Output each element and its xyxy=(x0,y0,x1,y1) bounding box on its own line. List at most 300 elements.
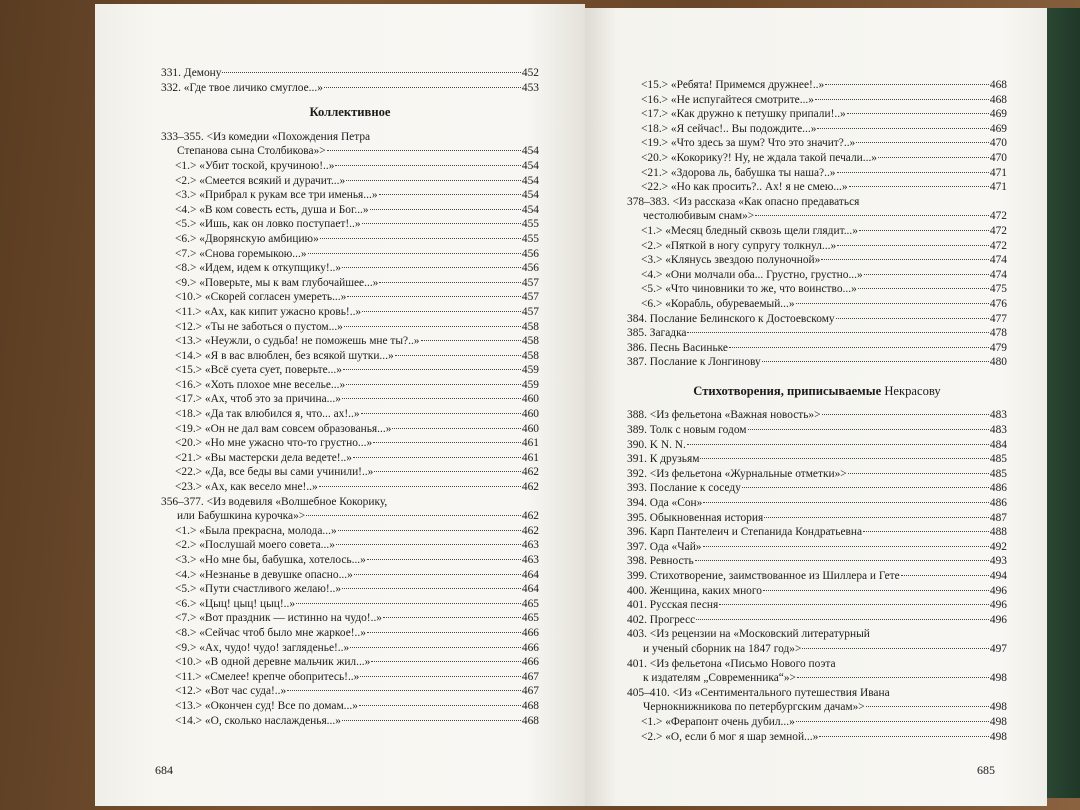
dot-leader xyxy=(350,647,521,648)
toc-entry xyxy=(161,582,539,597)
block-kokoriku xyxy=(161,495,539,729)
dot-leader xyxy=(421,340,521,341)
toc-entry xyxy=(161,81,539,96)
entry-title: <11.> «Смелее! крепче обопритесь!..» xyxy=(175,670,360,683)
toc-entry xyxy=(627,496,1007,511)
entry-title: <4.> «Незнанье в девушке опасно...» xyxy=(175,568,353,581)
dot-leader xyxy=(367,632,521,633)
toc-entry xyxy=(161,480,539,495)
dot-leader xyxy=(878,157,989,158)
dot-leader xyxy=(336,544,521,545)
entry-title: <18.> «Да так влюбился я, что... ах!..» xyxy=(175,408,360,421)
entry-title: <14.> «О, сколько наслажденья...» xyxy=(175,714,341,727)
entry-title: <21.> «Вы мастерски дела ведете!..» xyxy=(175,451,352,464)
toc-entry xyxy=(161,670,539,685)
toc-entry: или Бабушкина курочка»> 462 xyxy=(177,510,539,523)
entry-title: 399. Стихотворение, заимствованное из Шиллера и Гете xyxy=(627,570,900,582)
entry-page: 494 xyxy=(989,570,1007,582)
entry-title: <6.> «Дворянскую амбицию» xyxy=(175,232,319,245)
dot-leader xyxy=(848,473,989,474)
entry-page: 470 xyxy=(989,151,1007,164)
dot-leader xyxy=(392,428,520,429)
entry-page: 486 xyxy=(989,482,1007,495)
entry-page: 454 xyxy=(521,159,539,172)
entry-page: 498 xyxy=(989,730,1007,743)
block-items xyxy=(161,159,539,495)
block-items xyxy=(627,715,1007,744)
entry-page: 472 xyxy=(989,239,1007,252)
entry-page: 468 xyxy=(989,79,1007,91)
dot-leader xyxy=(370,209,521,210)
entry-page: 496 xyxy=(989,584,1007,597)
entry-page: 485 xyxy=(989,467,1007,480)
dot-leader xyxy=(374,471,521,472)
dot-leader xyxy=(695,560,989,561)
dot-leader xyxy=(287,690,521,691)
dot-leader xyxy=(346,384,521,385)
entry-page: 452 xyxy=(521,67,539,79)
toc-entry xyxy=(627,540,1007,555)
dot-leader xyxy=(837,172,989,173)
entry-page: 466 xyxy=(521,641,539,654)
toc-entry: к издателям „Современника“»> 498 xyxy=(643,672,1007,685)
dot-leader xyxy=(367,559,521,560)
entry-title: <4.> «Они молчали оба... Грустно, грустно...» xyxy=(641,268,863,281)
entry-title: <18.> «Я сейчас!.. Вы подождите...» xyxy=(641,122,817,135)
entry-title: 385. Загадка xyxy=(627,327,687,340)
toc-entry xyxy=(627,312,1007,327)
toc-entry xyxy=(161,290,539,305)
entry-page: 464 xyxy=(521,568,539,581)
entry-title: 332. «Где твое личико смуглое...» xyxy=(161,81,323,94)
entry-page: 464 xyxy=(521,583,539,596)
entry-title: <4.> «В ком совесть есть, душа и Бог...» xyxy=(175,203,369,216)
toc-entry xyxy=(627,613,1007,628)
entry-page: 463 xyxy=(521,539,539,552)
dot-leader xyxy=(335,165,521,166)
entry-title: <5.> «Пути счастливого желаю!..» xyxy=(175,583,342,596)
entry-title: <16.> «Не испугайтеся смотрите...» xyxy=(641,93,814,106)
dot-leader xyxy=(296,603,521,604)
entry-title: <8.> «Идем, идем к откупщику!..» xyxy=(175,262,342,275)
entry-title: <1.> «Месяц бледный сквозь щели глядит...» xyxy=(641,224,858,237)
toc-entry xyxy=(627,268,1007,283)
dot-leader xyxy=(324,87,521,88)
toc-entry: и ученый сборник на 1847 год»> 497 xyxy=(643,642,1007,655)
toc-entry xyxy=(161,66,539,81)
entry-title: <22.> «Но как просить?.. Ах! я не смею...» xyxy=(641,181,848,194)
entry-title: <20.> «Но мне ужасно что-то грустно...» xyxy=(175,437,373,450)
entry-title: 331. Демону xyxy=(161,67,222,79)
entry-title: 398. Ревность xyxy=(627,555,694,568)
toc-entry xyxy=(161,232,539,247)
entry-page: 458 xyxy=(521,349,539,362)
entry-page: 457 xyxy=(521,291,539,304)
entry-page: 462 xyxy=(521,481,539,494)
entry-title: <2.> «О, если б мог я шар земной...» xyxy=(641,730,819,743)
dot-leader xyxy=(700,458,989,459)
entry-title: 394. Ода «Сон» xyxy=(627,497,703,510)
dot-leader xyxy=(748,429,989,430)
section-title-collective: Коллективное xyxy=(309,105,391,120)
toc-entry xyxy=(627,122,1007,137)
toc-entry xyxy=(161,641,539,656)
dot-leader xyxy=(763,590,989,591)
entry-title: <10.> «В одной деревне мальчик жил...» xyxy=(175,656,371,669)
entry-title: <1.> «Ферапонт очень дубил...» xyxy=(641,715,795,728)
toc-entry xyxy=(161,305,539,320)
toc-entry xyxy=(161,568,539,583)
dot-leader xyxy=(817,128,989,129)
entry-page: 469 xyxy=(989,122,1007,135)
entry-title: <11.> «Ах, как кипит ужасно кровь!..» xyxy=(175,305,362,318)
toc-entry xyxy=(627,166,1007,181)
entry-title: 388. <Из фельетона «Важная новость»> xyxy=(627,409,821,422)
toc-entry xyxy=(161,451,539,466)
toc-entry xyxy=(627,341,1007,356)
entry-title: <16.> «Хоть плохое мне веселье...» xyxy=(175,378,346,391)
entry-page: 456 xyxy=(521,247,539,260)
entry-page: 474 xyxy=(989,268,1007,281)
dot-leader xyxy=(703,502,989,503)
toc-entry xyxy=(627,554,1007,569)
dot-leader xyxy=(825,84,989,85)
toc-entry xyxy=(627,151,1007,166)
toc-entry xyxy=(161,655,539,670)
toc-entry xyxy=(627,253,1007,268)
dot-leader xyxy=(342,398,521,399)
continued-items xyxy=(627,78,1007,195)
dot-leader xyxy=(362,223,521,224)
entry-page: 488 xyxy=(989,526,1007,539)
entry-title: <3.> «Прибрал к рукам все три именья...» xyxy=(175,189,378,202)
toc-entry xyxy=(627,408,1007,423)
entry-title: <14.> «Я в вас влюблен, без всякой шутки...» xyxy=(175,349,394,362)
toc-entry xyxy=(627,730,1007,745)
entry-page: 466 xyxy=(521,626,539,639)
dot-leader xyxy=(687,332,988,333)
dot-leader xyxy=(320,238,521,239)
entry-page: 483 xyxy=(989,409,1007,422)
entry-title: <8.> «Сейчас чтоб было мне жаркое!..» xyxy=(175,626,366,639)
entry-title: 401. Русская песня xyxy=(627,599,719,612)
toc-entry xyxy=(627,467,1007,482)
toc-entry xyxy=(161,363,539,378)
toc-entry xyxy=(161,203,539,218)
entry-page: 459 xyxy=(521,378,539,391)
entry-page: 465 xyxy=(521,612,539,625)
poems-list xyxy=(627,312,1007,370)
dot-leader xyxy=(222,72,520,73)
dot-leader xyxy=(762,361,989,362)
dot-leader xyxy=(901,575,989,576)
entry-title: <10.> «Скорей согласен умереть...» xyxy=(175,291,347,304)
entry-page: 472 xyxy=(989,224,1007,237)
toc-entry xyxy=(627,511,1007,526)
entry-page: 468 xyxy=(989,93,1007,106)
entry-title: <13.> «Окончен суд! Все по домам...» xyxy=(175,699,358,712)
toc-entry xyxy=(627,136,1007,151)
toc-entry xyxy=(161,597,539,612)
entry-title: <13.> «Неужли, о судьба! не поможешь мне ты?..» xyxy=(175,335,420,348)
block-title-line: 378–383. <Из рассказа «Как опасно предаваться xyxy=(627,195,860,208)
toc-entry xyxy=(161,684,539,699)
entry-title: 402. Прогресс xyxy=(627,613,696,626)
toc-entry xyxy=(161,188,539,203)
entry-page: 483 xyxy=(989,424,1007,437)
dot-leader xyxy=(837,245,989,246)
toc-entry xyxy=(161,320,539,335)
dot-leader xyxy=(373,442,521,443)
dot-leader xyxy=(359,705,521,706)
entry-title: <21.> «Здорова ль, бабушка ты наша?..» xyxy=(641,166,836,179)
entry-page: 484 xyxy=(989,438,1007,451)
page-number: 684 xyxy=(155,763,173,778)
entry-title: 395. Обыкновенная история xyxy=(627,511,764,524)
toc-entry xyxy=(161,334,539,349)
entry-page: 459 xyxy=(521,364,539,377)
toc-entry xyxy=(161,465,539,480)
entry-title: 397. Ода «Чай» xyxy=(627,540,702,553)
toc-entry xyxy=(627,282,1007,297)
toc-entry xyxy=(161,422,539,437)
toc-entry xyxy=(161,261,539,276)
dot-leader xyxy=(696,619,989,620)
toc-entry xyxy=(627,584,1007,599)
toc-entry xyxy=(627,326,1007,341)
toc-entry xyxy=(627,239,1007,254)
dot-leader xyxy=(379,282,521,283)
entry-page: 457 xyxy=(521,276,539,289)
toc-entry xyxy=(627,93,1007,108)
entry-title: <9.> «Ах, чудо! чудо! загляденье!..» xyxy=(175,641,350,654)
toc-entry xyxy=(161,524,539,539)
right-page xyxy=(585,8,1047,806)
entry-title: <12.> «Ты не заботься о пустом...» xyxy=(175,320,343,333)
entry-page: 456 xyxy=(521,262,539,275)
dot-leader xyxy=(821,259,989,260)
toc-entry xyxy=(161,392,539,407)
block-items xyxy=(161,524,539,728)
entry-title: 384. Послание Белинского к Достоевскому xyxy=(627,312,835,325)
toc-entry xyxy=(161,159,539,174)
entry-title: <2.> «Смеется всякий и дурачит...» xyxy=(175,174,346,187)
entry-page: 458 xyxy=(521,335,539,348)
dot-leader xyxy=(836,318,989,319)
toc-entry xyxy=(161,378,539,393)
dot-leader xyxy=(344,326,521,327)
toc-entry: Чернокнижникова по петербургским дачам»> 498 xyxy=(643,701,1007,714)
entry-page: 454 xyxy=(521,174,539,187)
toc-entry xyxy=(627,715,1007,730)
entry-title: <7.> «Снова горемыкою...» xyxy=(175,247,307,260)
entry-page: 461 xyxy=(521,437,539,450)
entry-page: 493 xyxy=(989,555,1007,568)
toc-entry xyxy=(627,569,1007,584)
entry-page: 462 xyxy=(521,524,539,537)
entry-title: <2.> «Послушай моего совета...» xyxy=(175,539,335,552)
entry-page: 462 xyxy=(521,466,539,479)
dot-leader xyxy=(863,531,989,532)
entry-page: 498 xyxy=(989,715,1007,728)
toc-entry xyxy=(161,276,539,291)
toc-entry xyxy=(161,611,539,626)
entry-page: 466 xyxy=(521,656,539,669)
entry-page: 468 xyxy=(521,699,539,712)
dot-leader xyxy=(361,413,521,414)
dot-leader xyxy=(856,142,989,143)
dot-leader xyxy=(815,99,989,100)
dot-leader xyxy=(764,517,989,518)
entry-title: <12.> «Вот час суда!..» xyxy=(175,685,287,698)
entry-title: <15.> «Всё суета сует, поверьте...» xyxy=(175,364,342,377)
dot-leader xyxy=(703,546,989,547)
toc-entry xyxy=(627,355,1007,370)
entry-page: 486 xyxy=(989,497,1007,510)
dot-leader xyxy=(354,574,521,575)
toc-entry xyxy=(627,598,1007,613)
entry-title: <9.> «Поверьте, мы к вам глубочайшее...» xyxy=(175,276,379,289)
toc-entry xyxy=(161,626,539,641)
block-items xyxy=(627,224,1007,312)
dot-leader xyxy=(379,194,521,195)
entry-title: <3.> «Но мне бы, бабушка, хотелось...» xyxy=(175,554,366,566)
entry-403: 403. <Из рецензии на «Московский литературный и ученый сборник на 1847 год»> 497 xyxy=(627,628,1007,655)
dot-leader xyxy=(819,736,989,737)
entry-page: 478 xyxy=(989,327,1007,340)
dot-leader xyxy=(395,355,521,356)
dot-leader xyxy=(342,267,521,268)
toc-entry xyxy=(627,224,1007,239)
block-journey xyxy=(627,686,1007,744)
toc-entry xyxy=(627,180,1007,195)
dot-leader xyxy=(742,487,989,488)
entry-page: 460 xyxy=(521,422,539,435)
page-number: 685 xyxy=(977,763,995,778)
entry-page: 474 xyxy=(989,254,1007,267)
entry-page: 469 xyxy=(989,108,1007,121)
entry-page: 454 xyxy=(521,189,539,202)
entry-page: 480 xyxy=(989,356,1007,369)
toc-entry: Степанова сына Столбикова»> 454 xyxy=(177,145,539,158)
entry-title: 396. Карп Пантелеич и Степанида Кондратьевна xyxy=(627,526,863,539)
toc-entry xyxy=(161,407,539,422)
dot-leader xyxy=(362,311,521,312)
entry-title: 387. Послание к Лонгинову xyxy=(627,356,761,369)
dot-leader xyxy=(847,113,989,114)
dot-leader xyxy=(353,457,521,458)
entry-page: 458 xyxy=(521,320,539,333)
entry-title: <22.> «Да, все беды вы сами учинили!..» xyxy=(175,466,374,479)
entry-title: 390. K N. N. xyxy=(627,438,686,451)
toc-entry xyxy=(161,699,539,714)
dot-leader xyxy=(342,588,521,589)
block-stolbikov xyxy=(161,130,539,495)
entry-page: 467 xyxy=(521,685,539,698)
toc-entry xyxy=(161,553,539,568)
entry-title: <6.> «Корабль, обуреваемый...» xyxy=(641,297,795,310)
entry-title: 392. <Из фельетона «Журнальные отметки»> xyxy=(627,467,847,480)
entry-page: 487 xyxy=(989,511,1007,524)
toc-entry xyxy=(627,107,1007,122)
entry-title: <1.> «Убит тоской, кручиною!..» xyxy=(175,159,335,172)
attributed-list xyxy=(627,408,1007,627)
entry-page: 477 xyxy=(989,312,1007,325)
dot-leader xyxy=(319,486,521,487)
toc-entry xyxy=(161,247,539,262)
dot-leader xyxy=(719,604,989,605)
dot-leader xyxy=(849,186,989,187)
entry-title: <5.> «Ишь, как он ловко поступает!..» xyxy=(175,218,361,231)
toc-entry xyxy=(161,436,539,451)
entry-title: 391. К друзьям xyxy=(627,453,700,466)
dot-leader xyxy=(383,617,521,618)
entry-page: 475 xyxy=(989,283,1007,296)
dot-leader xyxy=(338,530,521,531)
entry-title: <15.> «Ребята! Примемся дружнее!..» xyxy=(641,79,825,91)
entry-page: 454 xyxy=(521,203,539,216)
toc-entry xyxy=(627,438,1007,453)
entry-title: <1.> «Была прекрасна, молода...» xyxy=(175,524,337,537)
entry-title: <7.> «Вот праздник — истинно на чудо!..» xyxy=(175,612,382,625)
section-title-attributed: Стихотворения, приписываемые Некрасову xyxy=(693,383,941,398)
block-title-line: 356–377. <Из водевиля «Волшебное Кокорику, xyxy=(161,495,388,508)
dot-leader xyxy=(796,721,989,722)
entry-title: 389. Толк с новым годом xyxy=(627,424,747,437)
entry-page: 461 xyxy=(521,451,539,464)
entry-page: 471 xyxy=(989,181,1007,194)
dot-leader xyxy=(796,303,989,304)
left-page xyxy=(95,4,585,806)
toc-entry: 405–410. <Из «Сентиментального путешествия Ивана xyxy=(627,686,890,699)
entry-page: 470 xyxy=(989,137,1007,150)
toc-entry xyxy=(627,423,1007,438)
dot-leader xyxy=(346,180,521,181)
entry-title: <19.> «Что здесь за шум? Что это значит?..» xyxy=(641,137,856,150)
entry-title: <5.> «Что чиновники то же, что воинство...» xyxy=(641,283,857,296)
entry-page: 457 xyxy=(521,305,539,318)
entry-page: 455 xyxy=(521,232,539,245)
block-title-line: 333–355. <Из комедии «Похождения Петра xyxy=(161,130,371,143)
toc-entry xyxy=(627,452,1007,467)
entry-page: 460 xyxy=(521,408,539,421)
dot-leader xyxy=(729,347,989,348)
entry-title: <19.> «Он не дал вам совсем образованья...» xyxy=(175,422,392,435)
entry-page: 471 xyxy=(989,166,1007,179)
toc-entry xyxy=(627,297,1007,312)
dot-leader xyxy=(858,288,989,289)
toc-entry xyxy=(161,349,539,364)
toc-entry xyxy=(627,525,1007,540)
dot-leader xyxy=(687,444,989,445)
entry-page: 467 xyxy=(521,670,539,683)
entry-page: 479 xyxy=(989,341,1007,354)
entry-title: <17.> «Как дружно к петушку припали!..» xyxy=(641,108,846,121)
block-story xyxy=(627,195,1007,312)
dot-leader xyxy=(371,661,521,662)
entry-title: <23.> «Ах, как весело мне!..» xyxy=(175,481,318,494)
toc-entry xyxy=(627,481,1007,496)
dot-leader xyxy=(822,414,989,415)
entry-title: 386. Песнь Васиньке xyxy=(627,341,728,354)
entry-page: 496 xyxy=(989,599,1007,612)
toc-entry xyxy=(627,78,1007,93)
dot-leader xyxy=(343,369,521,370)
toc-entry xyxy=(161,538,539,553)
entry-page: 496 xyxy=(989,613,1007,626)
entry-title: <3.> «Клянусь звездою полуночной» xyxy=(641,254,821,267)
entry-404: 401. <Из фельетона «Письмо Нового поэта к издателям „Современника“»> 498 xyxy=(627,657,1007,685)
